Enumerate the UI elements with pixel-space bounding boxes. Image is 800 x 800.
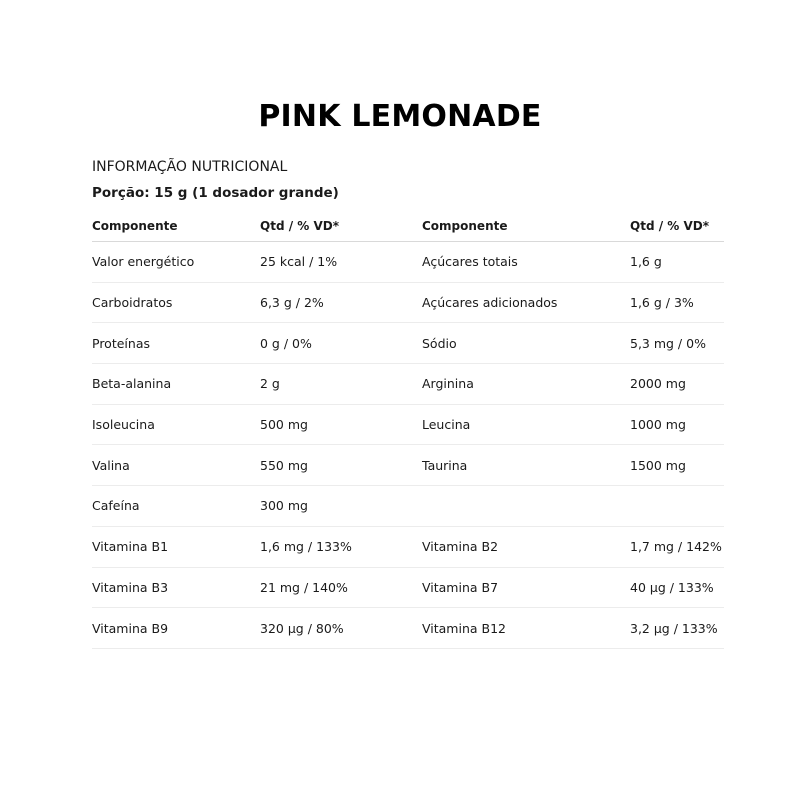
component-amount: 21 mg / 140% bbox=[260, 567, 422, 608]
component-name: Vitamina B2 bbox=[422, 526, 630, 567]
component-amount: 1,6 g bbox=[630, 242, 724, 283]
component-amount: 550 mg bbox=[260, 445, 422, 486]
component-name: Vitamina B12 bbox=[422, 608, 630, 649]
component-amount: 320 µg / 80% bbox=[260, 608, 422, 649]
table-row bbox=[92, 364, 724, 405]
table-row bbox=[92, 526, 724, 567]
component-amount: 1,6 g / 3% bbox=[630, 282, 724, 323]
component-amount: 500 mg bbox=[260, 404, 422, 445]
component-amount: 2 g bbox=[260, 364, 422, 405]
page-title: PINK LEMONADE bbox=[258, 99, 542, 134]
table-row bbox=[92, 567, 724, 608]
component-amount: 5,3 mg / 0% bbox=[630, 323, 724, 364]
component-amount: 25 kcal / 1% bbox=[260, 242, 422, 283]
nutrition-table bbox=[92, 211, 724, 649]
component-name: Valor energético bbox=[92, 242, 260, 283]
component-name: Taurina bbox=[422, 445, 630, 486]
component-name: Açúcares totais bbox=[422, 242, 630, 283]
component-amount: 1000 mg bbox=[630, 404, 724, 445]
table-row bbox=[92, 282, 724, 323]
portion-label: Porção: 15 g (1 dosador grande) bbox=[92, 185, 339, 201]
nutrition-info-heading: INFORMAÇÃO NUTRICIONAL bbox=[92, 159, 288, 175]
component-name: Beta-alanina bbox=[92, 364, 260, 405]
component-name: Cafeína bbox=[92, 486, 260, 527]
component-amount bbox=[630, 486, 724, 527]
component-amount: 3,2 µg / 133% bbox=[630, 608, 724, 649]
component-amount: 1,6 mg / 133% bbox=[260, 526, 422, 567]
table-row bbox=[92, 608, 724, 649]
header-component-right: Componente bbox=[422, 211, 630, 242]
component-name: Sódio bbox=[422, 323, 630, 364]
component-name: Vitamina B1 bbox=[92, 526, 260, 567]
table-row bbox=[92, 486, 724, 527]
header-amount-left: Qtd / % VD* bbox=[260, 211, 422, 242]
table-row bbox=[92, 445, 724, 486]
component-name: Vitamina B9 bbox=[92, 608, 260, 649]
component-name: Valina bbox=[92, 445, 260, 486]
component-name: Isoleucina bbox=[92, 404, 260, 445]
header-amount-right: Qtd / % VD* bbox=[630, 211, 724, 242]
component-amount: 1,7 mg / 142% bbox=[630, 526, 724, 567]
component-amount: 2000 mg bbox=[630, 364, 724, 405]
header-component-left: Componente bbox=[92, 211, 260, 242]
table-header-row bbox=[92, 211, 724, 242]
component-name bbox=[422, 486, 630, 527]
component-name: Carboidratos bbox=[92, 282, 260, 323]
component-amount: 1500 mg bbox=[630, 445, 724, 486]
component-name: Arginina bbox=[422, 364, 630, 405]
component-amount: 40 µg / 133% bbox=[630, 567, 724, 608]
table-row bbox=[92, 323, 724, 364]
component-name: Proteínas bbox=[92, 323, 260, 364]
component-amount: 300 mg bbox=[260, 486, 422, 527]
component-name: Vitamina B3 bbox=[92, 567, 260, 608]
component-name: Leucina bbox=[422, 404, 630, 445]
component-amount: 0 g / 0% bbox=[260, 323, 422, 364]
table-row bbox=[92, 242, 724, 283]
component-amount: 6,3 g / 2% bbox=[260, 282, 422, 323]
table-row bbox=[92, 404, 724, 445]
component-name: Açúcares adicionados bbox=[422, 282, 630, 323]
component-name: Vitamina B7 bbox=[422, 567, 630, 608]
